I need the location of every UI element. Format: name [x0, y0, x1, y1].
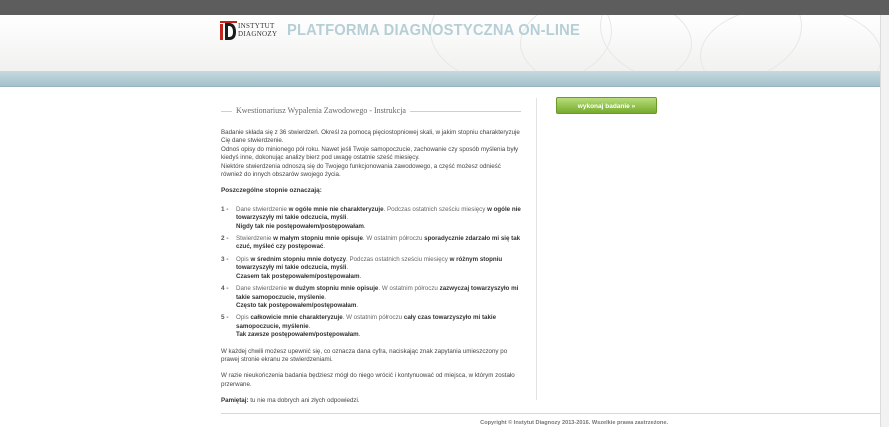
intro-text	[221, 129, 521, 179]
column-divider	[536, 98, 537, 400]
background-swirl	[700, 15, 881, 71]
stage-dot: .	[308, 322, 311, 330]
heading-row	[221, 100, 521, 116]
stage-dot: .	[324, 293, 327, 301]
instructions-content	[221, 100, 521, 406]
stage-dot: .	[346, 264, 349, 272]
stage-tail: w różnym stopniu towarzyszyły mi takie odczucia, myśli	[236, 255, 503, 272]
stage-summary: Nigdy tak nie postępowałem/postępowałam	[236, 222, 364, 230]
start-test-button[interactable]: wykonaj badanie »	[556, 97, 657, 114]
stage-description	[236, 256, 521, 273]
stage-middle: . Podczas ostatnich sześciu miesięcy	[346, 255, 448, 263]
intro-paragraph: Badanie składa się z 36 stwierdzeń. Określ za pomocą pięciostopniowej skali, w jakim stopniu charakteryzuje Cię dane stwierdzenie.	[221, 129, 520, 145]
stage-prefix: Dane stwierdzenie	[236, 285, 287, 293]
stage-item	[221, 235, 521, 252]
platform-title: PLATFORMA DIAGNOSTYCZNA ON-LINE	[287, 22, 581, 39]
stage-summary: Czasem tak postępowałem/postępowałam	[236, 272, 360, 280]
stage-number: 5 -	[221, 314, 229, 322]
stage-description	[236, 314, 521, 331]
remember-text: tu nie ma dobrych ani złych odpowiedzi.	[250, 397, 360, 405]
stage-middle: . W ostatnim półroczu	[378, 285, 438, 293]
stage-item	[221, 314, 521, 339]
stage-number: 2 -	[221, 235, 229, 243]
stage-summary: Tak zawsze postępowałem/postępowałam	[236, 331, 359, 339]
stage-tail: zazwyczaj towarzyszyło mi takie samopoczucie, myślenie	[236, 285, 519, 301]
stages-title: Poszczególne stopnie oznaczają:	[221, 187, 322, 195]
stage-item	[221, 285, 521, 310]
stage-degree: w małym stopniu mnie opisuje	[273, 235, 363, 243]
intro-paragraph: Odnoś opisy do minionego pół roku. Nawet jeśli Twoje samopoczucie, zachowanie czy sposób myślenia były kiedyś inne, dokonując analizy bierz pod uwagę ostatnie sześć miesięcy.	[221, 145, 519, 162]
logo[interactable]	[220, 21, 282, 45]
stage-description	[236, 235, 521, 252]
stage-item	[221, 256, 521, 281]
stage-summary-line	[236, 273, 521, 281]
note-change: W każdej chwili możesz upewnić się, co oznacza dana cyfra, naciskając znak zapytania umieszczony po prawej stronie ekranu ze stwierdzeniami.	[221, 347, 508, 363]
stage-summary-line	[236, 223, 521, 231]
stage-description	[236, 285, 521, 302]
footer-copyright: Copyright © Instytut Diagnozy 2013-2016. Wszelkie prawa zastrzeżone.	[480, 420, 668, 426]
scrollbar[interactable]	[880, 15, 889, 427]
stage-description	[236, 206, 521, 223]
intro-paragraph: Niektóre stwierdzenia odnoszą się do Twojego funkcjonowania zawodowego, a część możesz odnieść również do innych obszarów swojego życia.	[221, 162, 501, 179]
remember-label: Pamiętaj:	[221, 397, 249, 405]
stage-dot: .	[346, 214, 349, 222]
stage-number: 1 -	[221, 205, 229, 213]
stage-prefix: Stwierdzenie	[236, 235, 272, 243]
stage-end: .	[363, 222, 366, 230]
stage-summary-line	[236, 331, 521, 339]
remember-note	[221, 397, 521, 405]
stage-number: 3 -	[221, 255, 229, 263]
stage-degree: całkowicie mnie charakteryzuje	[250, 314, 343, 322]
logo-mark-icon	[220, 21, 237, 42]
stage-summary: Często tak postępowałem/postępowałam	[236, 301, 357, 309]
stage-degree: w dużym stopniu mnie opisuje	[288, 285, 379, 293]
footer-divider	[221, 413, 881, 414]
page-heading: Kwestionariusz Wypalenia Zawodowego - Instrukcja	[232, 106, 410, 116]
logo-text	[238, 22, 282, 38]
stages-list	[221, 206, 521, 340]
stage-end: .	[359, 272, 362, 280]
stage-degree: w średnim stopniu mnie dotyczy	[250, 255, 347, 263]
stage-tail: w ogóle nie towarzyszyły mi takie odczucia, myśli	[236, 205, 521, 222]
logo-line1: INSTYTUT	[238, 22, 275, 30]
stage-tail: sporadycznie zdarzało mi się tak czuć, myśleć czy postępować	[236, 235, 521, 251]
header-band	[0, 71, 881, 87]
stage-end: .	[356, 301, 359, 309]
site-header	[0, 15, 881, 71]
stage-tail: cały czas towarzyszyło mi takie samopoczucie, myślenie	[236, 314, 497, 330]
stage-middle: . W ostatnim półroczu	[342, 314, 403, 322]
top-bar	[0, 0, 889, 15]
stage-middle: . W ostatnim półroczu	[362, 235, 423, 243]
note-interrupt: W razie nieukończenia badania będziesz mógł do niego wrócić i kontynuować od miejsca, w którym zostało przerwane.	[221, 372, 515, 388]
stage-summary-line	[236, 302, 521, 310]
stage-middle: . Podczas ostatnich sześciu miesięcy	[383, 205, 486, 213]
stage-degree: w ogóle mnie nie charakteryzuje	[288, 205, 384, 213]
stage-prefix: Opis	[236, 314, 249, 322]
logo-line2: DIAGNOZY	[238, 30, 278, 38]
stage-prefix: Dane stwierdzenie	[236, 205, 287, 213]
stage-prefix: Opis	[236, 255, 249, 263]
stage-item	[221, 206, 521, 231]
stage-end: .	[358, 331, 361, 339]
stage-number: 4 -	[221, 285, 229, 293]
stage-dot: .	[323, 243, 326, 251]
